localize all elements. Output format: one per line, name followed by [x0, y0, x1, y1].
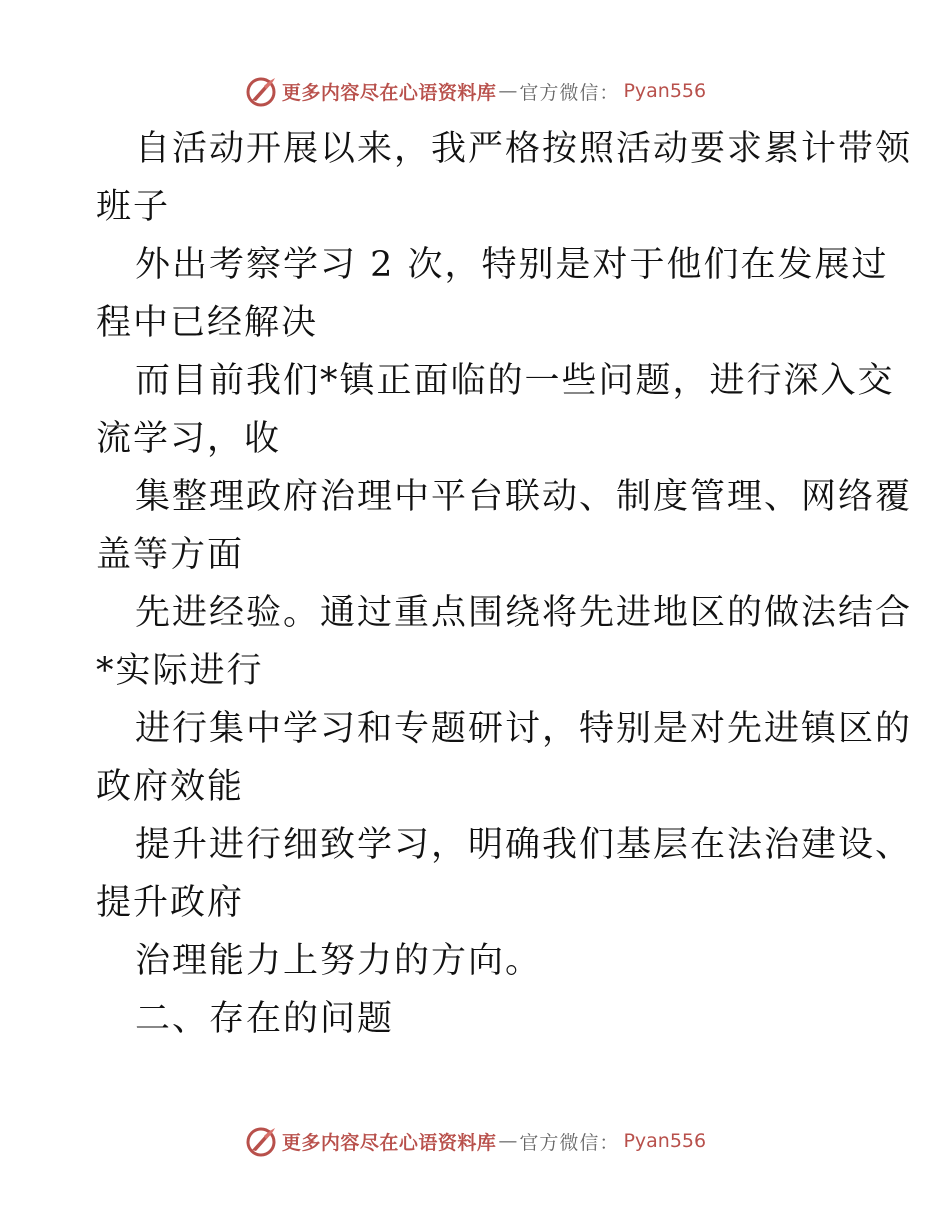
- watermark-wechat-label: 官方微信：: [519, 1131, 620, 1154]
- watermark-dash: —: [498, 80, 518, 102]
- text-line: 提升进行细致学习，明确我们基层在法治建设、: [135, 825, 913, 865]
- text-line: 盖等方面: [96, 535, 245, 575]
- text-line: 而目前我们*镇正面临的一些问题，进行深入交: [135, 361, 895, 401]
- text-line: 政府效能: [96, 767, 245, 807]
- text-line: *实际进行: [96, 651, 264, 691]
- section-heading: 二、存在的问题: [135, 999, 395, 1039]
- quill-logo-icon: [244, 1124, 278, 1158]
- text-line: 提升政府: [96, 883, 245, 923]
- text-line: 治理能力上努力的方向。: [135, 941, 543, 981]
- text-line: 集整理政府治理中平台联动、制度管理、网络覆: [135, 477, 913, 517]
- watermark-title: 更多内容尽在心语资料库: [281, 1131, 497, 1154]
- watermark-title: 更多内容尽在心语资料库: [281, 81, 497, 104]
- watermark-wechat-label: 官方微信：: [519, 81, 620, 104]
- text-line: 先进经验。通过重点围绕将先进地区的做法结合: [135, 593, 913, 633]
- watermark-dash: —: [498, 1130, 518, 1152]
- text-line: 外出考察学习 2 次，特别是对于他们在发展过: [135, 245, 889, 285]
- document-body: [96, 120, 913, 1048]
- header-watermark: [0, 74, 950, 108]
- text-line: 进行集中学习和专题研讨，特别是对先进镇区的: [135, 709, 913, 749]
- quill-logo-icon: [244, 74, 278, 108]
- text-line: 班子: [96, 187, 171, 227]
- text-line: 程中已经解决: [96, 303, 319, 343]
- watermark-wechat-id: Pyan556: [623, 1130, 707, 1152]
- text-line: 流学习，收: [96, 419, 282, 459]
- watermark-wechat-id: Pyan556: [623, 80, 707, 102]
- text-line: 自活动开展以来，我严格按照活动要求累计带领: [135, 129, 913, 169]
- footer-watermark: [0, 1124, 950, 1158]
